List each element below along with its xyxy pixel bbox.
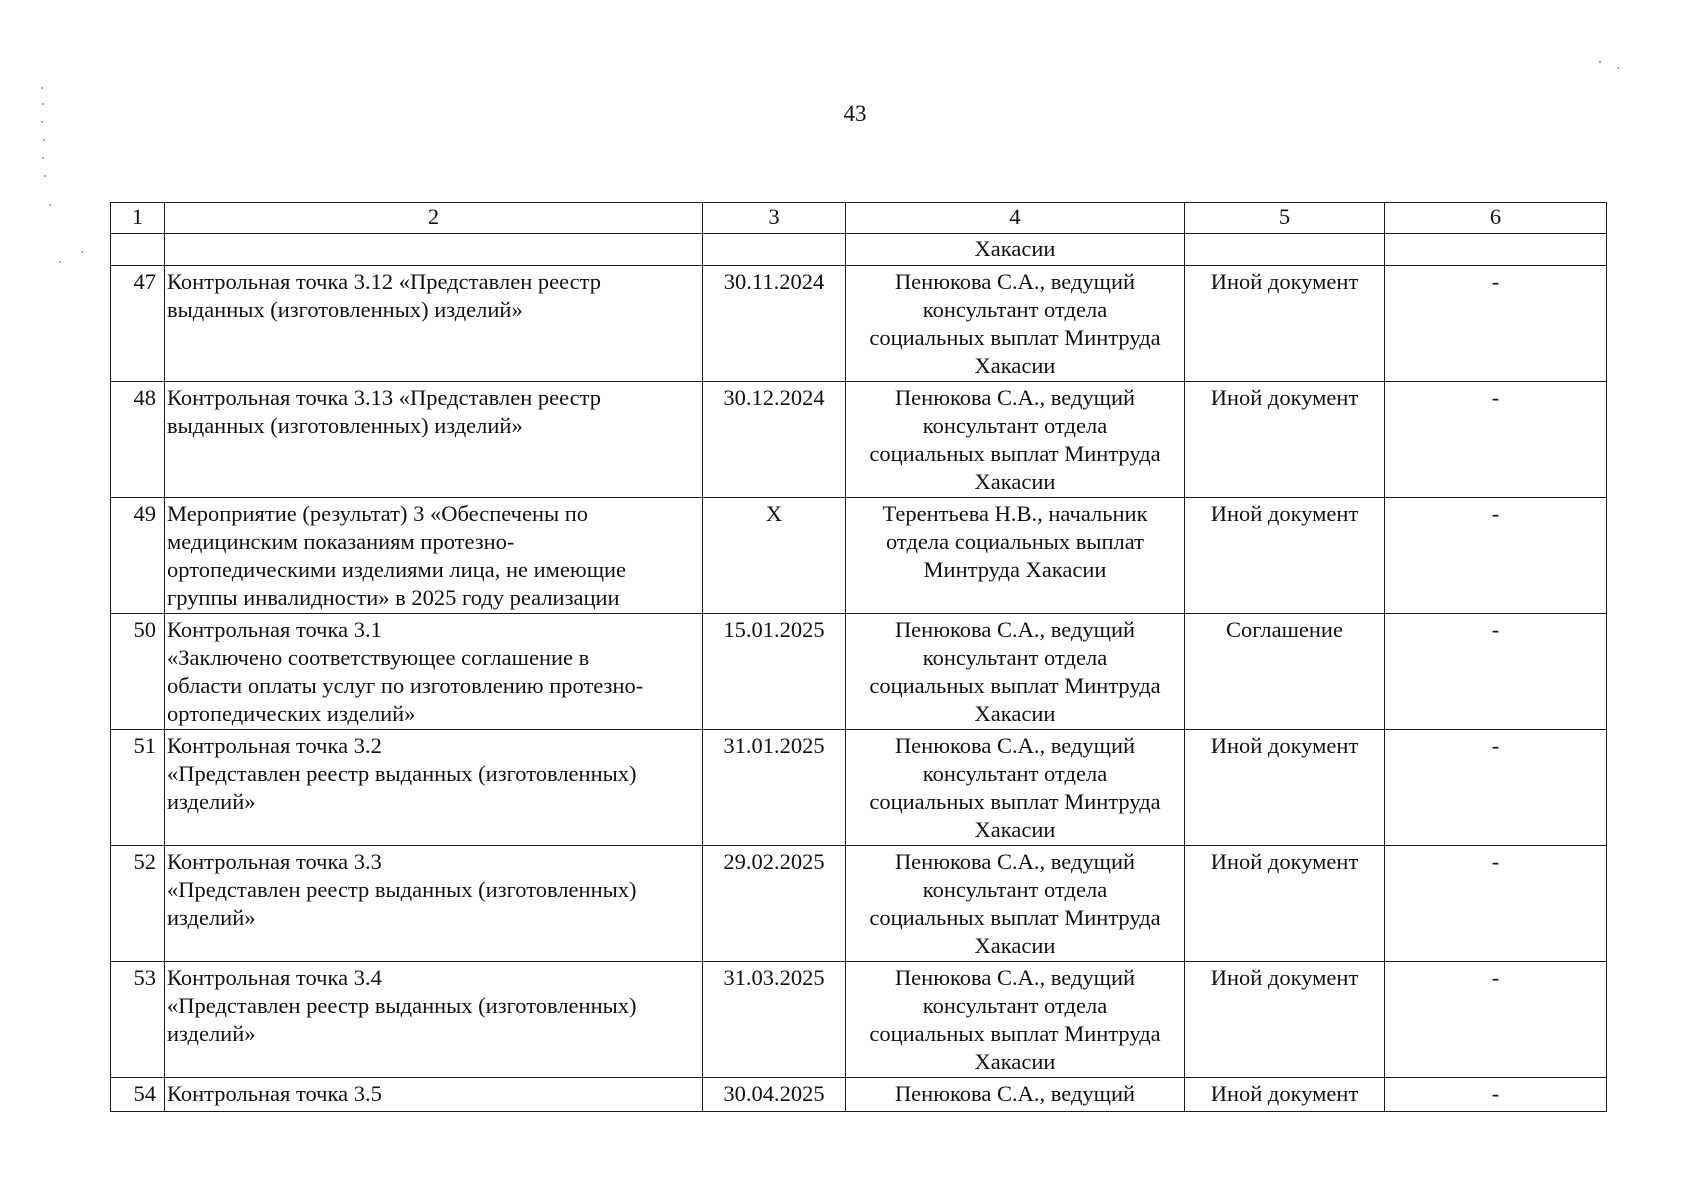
event-cell	[165, 266, 703, 382]
responsible-cell	[846, 382, 1185, 498]
responsible-line: консультант отдела	[922, 413, 1108, 438]
event-line: Контрольная точка 3.1	[167, 617, 382, 642]
event-line: Контрольная точка 3.3	[167, 849, 382, 874]
date-cell: 29.02.2025	[703, 846, 846, 962]
responsible-line: консультант отдела	[922, 993, 1108, 1018]
responsible-line: социальных выплат Минтруда	[869, 325, 1161, 350]
event-cell	[165, 846, 703, 962]
responsible-line: Пенюкова С.А., ведущий	[894, 269, 1136, 294]
responsible-line: Хакасии	[974, 933, 1056, 958]
responsible-line: Пенюкова С.А., ведущий	[894, 965, 1136, 990]
row-number: 51	[111, 730, 165, 846]
note-cell: -	[1385, 730, 1607, 846]
column-header-1: 1	[111, 203, 165, 234]
event-cell: Контрольная точка 3.5	[165, 1078, 703, 1112]
doc-type-cell: Иной документ	[1185, 962, 1385, 1078]
doc-type-cell: Иной документ	[1185, 382, 1385, 498]
responsible-line: консультант отдела	[922, 645, 1108, 670]
date-cell: 30.12.2024	[703, 382, 846, 498]
responsible-line: отдела социальных выплат	[885, 529, 1145, 554]
table-row	[111, 382, 1607, 498]
event-line: выданных (изготовленных) изделий»	[167, 413, 523, 438]
note-cell: -	[1385, 614, 1607, 730]
event-cell	[165, 614, 703, 730]
event-line: изделий»	[167, 905, 256, 930]
note-cell: -	[1385, 1078, 1607, 1112]
row-number: 48	[111, 382, 165, 498]
doc-type-cell: Иной документ	[1185, 498, 1385, 614]
table-header-row	[111, 203, 1607, 234]
responsible-cell	[846, 962, 1185, 1078]
schedule-table	[110, 202, 1607, 1112]
event-line: Контрольная точка 3.4	[167, 965, 382, 990]
event-line: группы инвалидности» в 2025 году реализации	[167, 585, 620, 610]
doc-type-cell: Иной документ	[1185, 1078, 1385, 1112]
responsible-line: социальных выплат Минтруда	[869, 673, 1161, 698]
row-number: 49	[111, 498, 165, 614]
event-line: медицинским показаниям протезно-	[167, 529, 515, 554]
responsible-line: социальных выплат Минтруда	[869, 789, 1161, 814]
table-row	[111, 962, 1607, 1078]
responsible-line: социальных выплат Минтруда	[869, 441, 1161, 466]
event-line: изделий»	[167, 789, 256, 814]
date-cell	[703, 234, 846, 266]
row-number: 50	[111, 614, 165, 730]
doc-type-cell: Иной документ	[1185, 846, 1385, 962]
responsible-line: Хакасии	[974, 817, 1056, 842]
event-cell	[165, 382, 703, 498]
table-row	[111, 266, 1607, 382]
event-line: Мероприятие (результат) 3 «Обеспечены по	[167, 501, 589, 526]
table-row	[111, 846, 1607, 962]
doc-type-cell: Соглашение	[1185, 614, 1385, 730]
responsible-line: социальных выплат Минтруда	[869, 905, 1161, 930]
event-line: «Представлен реестр выданных (изготовленных)	[167, 993, 637, 1018]
responsible-line: Пенюкова С.А., ведущий	[894, 385, 1136, 410]
column-header-3: 3	[703, 203, 846, 234]
doc-type-cell: Иной документ	[1185, 266, 1385, 382]
note-cell: -	[1385, 266, 1607, 382]
event-line: Контрольная точка 3.12 «Представлен реестр	[167, 269, 602, 294]
responsible-line: Пенюкова С.А., ведущий	[894, 617, 1136, 642]
table-row	[111, 498, 1607, 614]
responsible-line: Терентьева Н.В., начальник	[882, 501, 1148, 526]
date-cell: 31.01.2025	[703, 730, 846, 846]
note-cell: -	[1385, 498, 1607, 614]
row-number	[111, 234, 165, 266]
note-cell: -	[1385, 846, 1607, 962]
note-cell	[1385, 234, 1607, 266]
event-cell	[165, 498, 703, 614]
responsible-line: Пенюкова С.А., ведущий	[894, 733, 1136, 758]
responsible-cell: Пенюкова С.А., ведущий	[846, 1078, 1185, 1112]
responsible-cell	[846, 498, 1185, 614]
table-row	[111, 614, 1607, 730]
event-line: ортопедических изделий»	[167, 701, 416, 726]
responsible-cell: Хакасии	[846, 234, 1185, 266]
event-cell	[165, 962, 703, 1078]
row-number: 47	[111, 266, 165, 382]
doc-type-cell: Иной документ	[1185, 730, 1385, 846]
responsible-cell	[846, 614, 1185, 730]
note-cell: -	[1385, 382, 1607, 498]
responsible-line: Хакасии	[974, 469, 1056, 494]
column-header-2: 2	[165, 203, 703, 234]
continuation-row	[111, 234, 1607, 266]
event-line: изделий»	[167, 1021, 256, 1046]
responsible-line: Минтруда Хакасии	[923, 557, 1107, 582]
doc-type-cell	[1185, 234, 1385, 266]
responsible-line: Хакасии	[974, 701, 1056, 726]
table-row	[111, 1078, 1607, 1112]
responsible-cell	[846, 730, 1185, 846]
event-line: «Заключено соответствующее соглашение в	[167, 645, 590, 670]
date-cell: 30.04.2025	[703, 1078, 846, 1112]
event-line: «Представлен реестр выданных (изготовленных)	[167, 877, 637, 902]
date-cell: 30.11.2024	[703, 266, 846, 382]
row-number: 52	[111, 846, 165, 962]
date-cell: 31.03.2025	[703, 962, 846, 1078]
event-line: ортопедическими изделиями лица, не имеющие	[167, 557, 627, 582]
responsible-line: Хакасии	[974, 353, 1056, 378]
row-number: 53	[111, 962, 165, 1078]
event-cell	[165, 730, 703, 846]
responsible-line: консультант отдела	[922, 297, 1108, 322]
column-header-5: 5	[1185, 203, 1385, 234]
event-line: Контрольная точка 3.13 «Представлен реестр	[167, 385, 602, 410]
responsible-line: Хакасии	[974, 1049, 1056, 1074]
note-cell: -	[1385, 962, 1607, 1078]
column-header-6: 6	[1385, 203, 1607, 234]
responsible-line: социальных выплат Минтруда	[869, 1021, 1161, 1046]
event-line: области оплаты услуг по изготовлению протезно-	[167, 673, 644, 698]
date-cell: X	[703, 498, 846, 614]
event-line: Контрольная точка 3.2	[167, 733, 382, 758]
responsible-line: консультант отдела	[922, 877, 1108, 902]
row-number: 54	[111, 1078, 165, 1112]
event-line: «Представлен реестр выданных (изготовленных)	[167, 761, 637, 786]
responsible-cell	[846, 846, 1185, 962]
column-header-4: 4	[846, 203, 1185, 234]
responsible-line: Пенюкова С.А., ведущий	[894, 849, 1136, 874]
table-row	[111, 730, 1607, 846]
responsible-line: консультант отдела	[922, 761, 1108, 786]
page-number: 43	[843, 101, 867, 126]
date-cell: 15.01.2025	[703, 614, 846, 730]
event-cell	[165, 234, 703, 266]
event-line: выданных (изготовленных) изделий»	[167, 297, 523, 322]
responsible-cell	[846, 266, 1185, 382]
